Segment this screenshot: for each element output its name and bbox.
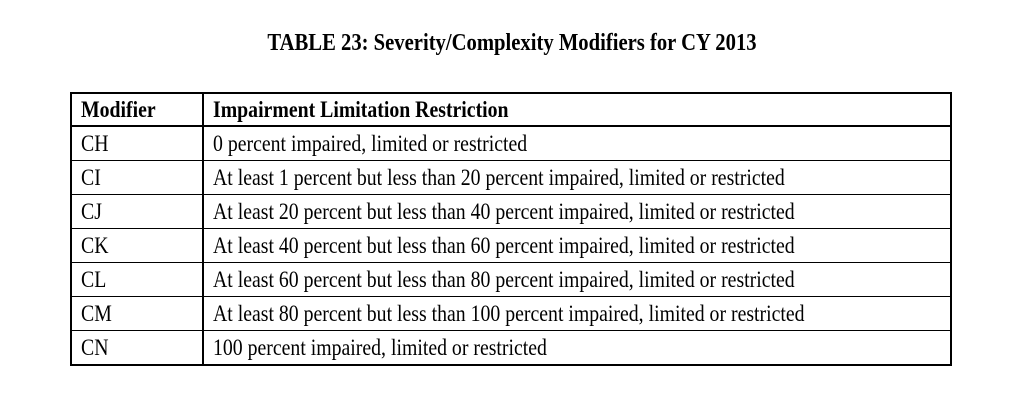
table-row [71,263,951,297]
table-row [71,297,951,331]
column-header-impairment: Impairment Limitation Restriction [203,93,951,126]
table-row [71,331,951,366]
table-header-row [71,93,951,126]
modifier-cell: CI [71,161,203,195]
modifier-cell: CK [71,229,203,263]
modifier-cell: CJ [71,195,203,229]
table-row [71,161,951,195]
description-cell: 100 percent impaired, limited or restricted [203,331,951,366]
description-cell: At least 60 percent but less than 80 percent impaired, limited or restricted [203,263,951,297]
table-row [71,229,951,263]
table-row [71,126,951,161]
modifier-cell: CL [71,263,203,297]
table-row [71,195,951,229]
table-title-text: TABLE 23: Severity/Complexity Modifiers for CY 2013 [267,30,757,56]
description-cell: At least 1 percent but less than 20 percent impaired, limited or restricted [203,161,951,195]
description-cell: At least 40 percent but less than 60 percent impaired, limited or restricted [203,229,951,263]
modifier-cell: CN [71,331,203,366]
description-cell: At least 20 percent but less than 40 percent impaired, limited or restricted [203,195,951,229]
modifier-cell: CH [71,126,203,161]
description-cell: At least 80 percent but less than 100 percent impaired, limited or restricted [203,297,951,331]
description-cell: 0 percent impaired, limited or restricted [203,126,951,161]
modifier-cell: CM [71,297,203,331]
column-header-modifier: Modifier [71,93,203,126]
modifiers-table [70,92,952,366]
table-title [72,28,953,58]
